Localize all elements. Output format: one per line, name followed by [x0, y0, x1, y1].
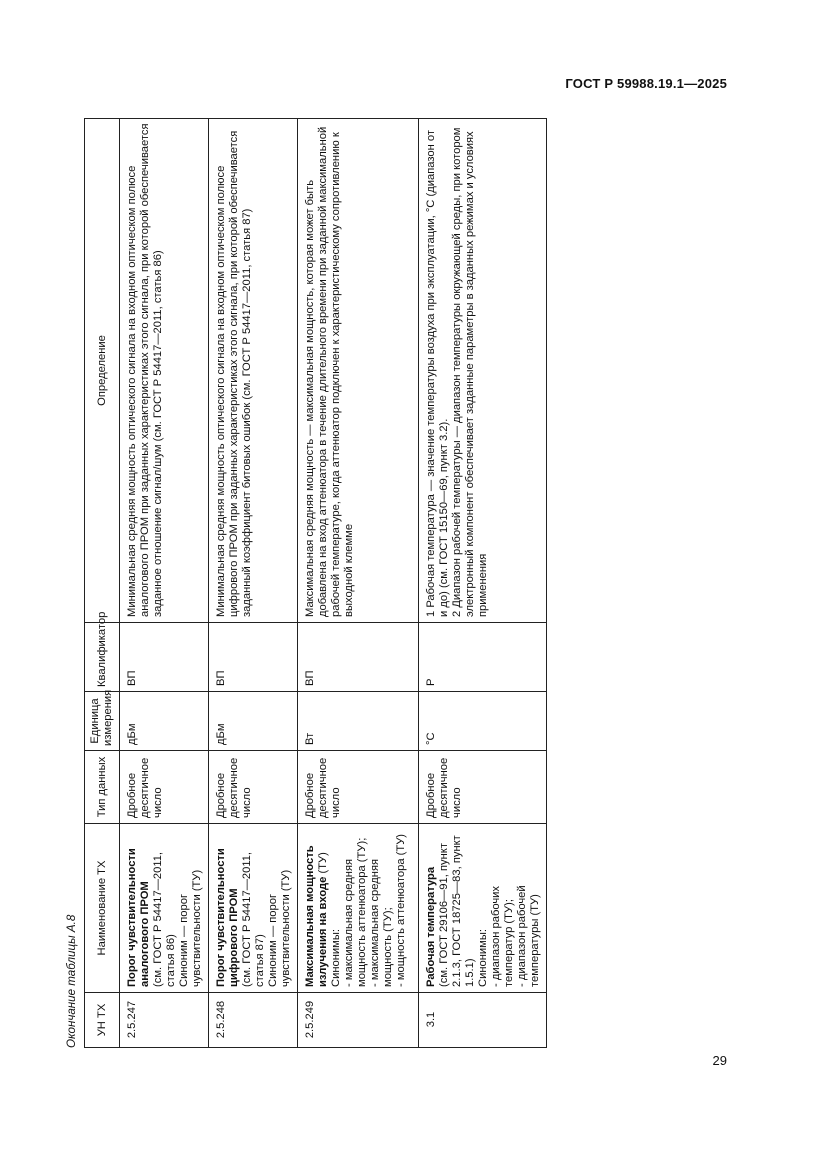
name-line: Синонимы:	[476, 929, 489, 987]
cell-type: Дробное десятичное число	[418, 751, 546, 824]
cell-unit: Вт	[297, 692, 418, 751]
name-line: Синонимы:	[329, 929, 342, 987]
name-line: (см. ГОСТ Р 54417—2011, статья 86)	[151, 851, 177, 987]
col-header-definition: Определение	[85, 119, 120, 623]
name-line: Синоним — порог чувствительности (ТУ)	[266, 869, 292, 987]
cell-type: Дробное десятичное число	[120, 751, 209, 824]
definition-line: 2 Диапазон рабочей температуры — диапазон температуры окружающей среды, при котором электронный компонент обеспечивает заданные параметры в заданных режимах и условиях применения	[450, 127, 489, 617]
cell-type: Дробное десятичное число	[297, 751, 418, 824]
name-line: - диапазон рабочих температур (ТУ);	[489, 886, 515, 987]
rotated-table-block	[60, 118, 541, 1048]
table-row	[297, 119, 418, 1048]
col-header-id: УН ТХ	[85, 993, 120, 1048]
cell-definition: Минимальная средняя мощность оптического сигнала на входном оптическом полюсе цифрового ПРОМ при заданных характеристиках этого сигнала, при которой обеспечивается заданный коэффициент битовых ошибок (см. ГОСТ Р 54417—2011, статья 87)	[208, 119, 297, 623]
cell-unit: дБм	[120, 692, 209, 751]
cell-name	[120, 824, 209, 993]
name-title: Порог чувствительности аналогового ПРОМ	[126, 848, 151, 987]
table-caption: Окончание таблицы А.8	[65, 914, 78, 1048]
cell-unit: дБм	[208, 692, 297, 751]
table-row	[120, 119, 209, 1048]
definition-line: 1 Рабочая температура — значение температуры воздуха при эксплуатации, °С (диапазон от и до) (см. ГОСТ 15150—69, пункт 3.2).	[424, 130, 450, 617]
cell-qualifier: Р	[418, 623, 546, 692]
table-header-row	[85, 119, 120, 1048]
cell-definition: Максимальная средняя мощность — максимальная мощность, которая может быть добавлена на вход аттенюатора в течение длительного времени при заданной максимальной рабочей температуре, когда аттенюатор подключен к характеристическому сопротивлению к выходной клемме	[297, 119, 418, 623]
name-line: Синоним — порог чувствительности (ТУ)	[177, 869, 203, 987]
col-header-type: Тип данных	[85, 751, 120, 824]
cell-definition	[418, 119, 546, 623]
name-title: Порог чувствительности цифрового ПРОМ	[214, 848, 240, 987]
cell-type: Дробное десятичное число	[208, 751, 297, 824]
name-title: Максимальная мощность излучения на входе	[303, 845, 329, 987]
name-line: - диапазон рабочей температуры (ТУ)	[515, 885, 541, 987]
characteristics-table	[84, 118, 547, 1048]
col-header-qualifier: Квалификатор	[85, 623, 120, 692]
table-row	[208, 119, 297, 1048]
cell-name	[208, 824, 297, 993]
name-line: - максимальная средняя мощность аттенюатора (ТУ);	[342, 837, 368, 987]
cell-unit: °С	[418, 692, 546, 751]
cell-qualifier: ВП	[120, 623, 209, 692]
cell-id: 3.1	[418, 993, 546, 1048]
cell-name	[418, 824, 546, 993]
name-line: - мощность аттенюатора (ТУ)	[394, 833, 407, 987]
table-row	[418, 119, 546, 1048]
cell-name	[297, 824, 418, 993]
col-header-unit: Единица измерения	[85, 692, 120, 751]
page-number: 29	[712, 1053, 727, 1068]
cell-qualifier: ВП	[297, 623, 418, 692]
document-header: ГОСТ Р 59988.19.1—2025	[565, 76, 727, 91]
col-header-name: Наименование ТХ	[85, 824, 120, 993]
cell-qualifier: ВП	[208, 623, 297, 692]
name-line: (см. ГОСТ 29106—91, пункт 2.1.3, ГОСТ 18725—83, пункт 1.5.1)	[437, 835, 476, 987]
cell-id: 2.5.248	[208, 993, 297, 1048]
cell-definition: Минимальная средняя мощность оптического сигнала на входном оптическом полюсе аналогового ПРОМ при заданных характеристиках этого сигнала, при которой обеспечивается заданное отношение сигнал/шум (см. ГОСТ Р 54417—2011, статья 86)	[120, 119, 209, 623]
name-title-suffix: (ТУ)	[316, 852, 329, 877]
name-title: Рабочая температура	[424, 866, 437, 987]
name-line: (см. ГОСТ Р 54417—2011, статья 87)	[240, 851, 266, 987]
cell-id: 2.5.247	[120, 993, 209, 1048]
name-line: - максимальная средняя мощность (ТУ);	[368, 858, 394, 987]
cell-id: 2.5.249	[297, 993, 418, 1048]
